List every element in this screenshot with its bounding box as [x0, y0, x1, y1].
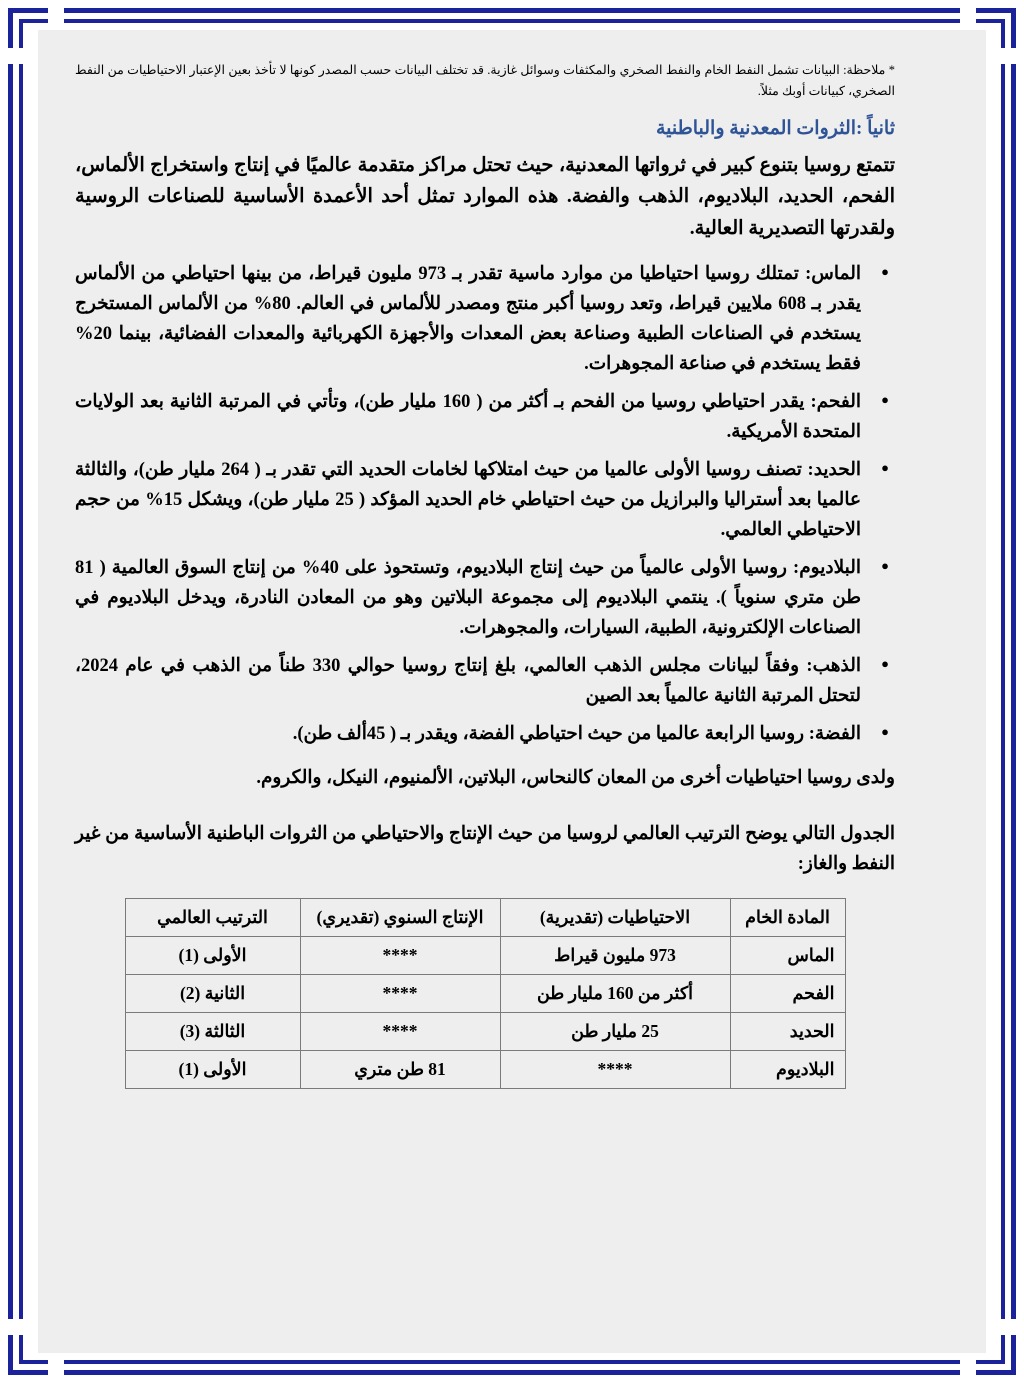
- cell-material: البلاديوم: [730, 1050, 845, 1088]
- corner-ornament-top-right-a: [960, 4, 976, 32]
- table-row: [125, 1012, 845, 1050]
- corner-ornament-top-left-b: [4, 48, 32, 64]
- table-header-row: [125, 898, 845, 936]
- cell-production: ****: [300, 974, 500, 1012]
- list-item: ● الفضة: روسيا الرابعة عالميا من حيث احتياطي الفضة، ويقدر بـ ( 45ألف طن).: [75, 720, 895, 750]
- corner-ornament-top-left-a: [48, 4, 64, 32]
- corner-ornament-bottom-right-b: [992, 1319, 1020, 1335]
- cell-rank: الأولى (1): [125, 1050, 300, 1088]
- table-row: [125, 974, 845, 1012]
- minerals-table: [125, 898, 846, 1089]
- cell-production: 81 طن متري: [300, 1050, 500, 1088]
- cell-rank: الثانية (2): [125, 974, 300, 1012]
- cell-production: ****: [300, 1012, 500, 1050]
- cell-production: ****: [300, 936, 500, 974]
- corner-ornament-bottom-right-a: [960, 1351, 976, 1379]
- cell-reserves: 973 مليون قيراط: [500, 936, 730, 974]
- table-lead-paragraph: الجدول التالي يوضح الترتيب العالمي لروسيا من حيث الإنتاج والاحتياطي من الثروات الباطنية الأساسية من غير النفط والغاز:: [75, 823, 895, 874]
- column-header-production: الإنتاج السنوي (تقديري): [300, 898, 500, 936]
- list-item: ● الفحم: يقدر احتياطي روسيا من الفحم بـ أكثر من ( 160 مليار طن)، وتأتي في المرتبة الثانية بعد الولايات المتحدة الأمريكية.: [75, 388, 895, 448]
- list-item: ● الماس: تمتلك روسيا احتياطيا من موارد ماسية تقدر بـ 973 مليون قيراط، من بينها احتياطي من الألماس يقدر بـ 608 ملايين قيراط، وتعد روسيا أكبر منتج ومصدر للألماس في العالم. 80% من الألماس المستخرج يستخدم في الصناعات الطبية وصناعة بعض المعدات والأجهزة الكهربائية والمعدات الفضائية، بينما 20% فقط يستخدم في صناعة المجوهرات.: [75, 260, 895, 380]
- cell-reserves: 25 مليار طن: [500, 1012, 730, 1050]
- cell-reserves: أكثر من 160 مليار طن: [500, 974, 730, 1012]
- intro-paragraph: تتمتع روسيا بتنوع كبير في ثرواتها المعدنية، حيث تحتل مراكز متقدمة عالميًا في إنتاج واستخراج الألماس، الفحم، الحديد، البلاديوم، الذهب والفضة. هذه الموارد تمثل أحد الأعمدة الأساسية للصناعات الروسية ولقدرتها التصديرية العالية.: [75, 154, 895, 239]
- list-item: ● البلاديوم: روسيا الأولى عالمياً من حيث إنتاج البلاديوم، وتستحوذ على 40% من إنتاج السوق العالمية ( 81 طن متري سنوياً ). ينتمي البلاديوم إلى مجموعة البلاتين وهو من المعادن النادرة، ويدخل البلاديوم في الصناعات الإلكترونية، الطبية، السيارات، والمجوهرات.: [75, 554, 895, 644]
- section-title: ثانياً :الثروات المعدنية والباطنية: [655, 117, 895, 139]
- cell-material: الفحم: [730, 974, 845, 1012]
- table-row: [125, 936, 845, 974]
- corner-ornament-top-right-b: [992, 48, 1020, 64]
- cell-material: الماس: [730, 936, 845, 974]
- cell-reserves: ****: [500, 1050, 730, 1088]
- corner-ornament-bottom-left-b: [4, 1319, 32, 1335]
- column-header-reserves: الاحتياطيات (تقديرية): [500, 898, 730, 936]
- cell-material: الحديد: [730, 1012, 845, 1050]
- cell-rank: الأولى (1): [125, 936, 300, 974]
- list-item: ● الحديد: تصنف روسيا الأولى عالميا من حيث امتلاكها لخامات الحديد التي تقدر بـ ( 264 مليار طن)، والثالثة عالميا بعد أستراليا والبرازيل من حيث احتياطي خام الحديد المؤكد ( 25 مليار طن)، ويشكل 15% من حجم الاحتياطي العالمي.: [75, 456, 895, 546]
- document-body: [75, 60, 895, 1089]
- column-header-rank: الترتيب العالمي: [125, 898, 300, 936]
- table-row: [125, 1050, 845, 1088]
- list-item: ● الذهب: وفقاً لبيانات مجلس الذهب العالمي، بلغ إنتاج روسيا حوالي 330 طناً من الذهب في عام 2024، لتحتل المرتبة الثانية عالمياً بعد الصين: [75, 652, 895, 712]
- footnote: * ملاحظة: البيانات تشمل النفط الخام والنفط الصخري والمكثفات وسوائل غازية. قد تختلف البيانات حسب المصدر كونها لا تأخذ بعين الإعتبار الاحتياطيات من النفط الصخري، كبيانات أوبك مثلاً.: [75, 63, 895, 99]
- closing-paragraph: ولدى روسيا احتياطيات أخرى من المعان كالنحاس، البلاتين، الألمنيوم، النيكل، والكروم.: [256, 767, 895, 788]
- resources-bullet-list: [75, 260, 895, 750]
- cell-rank: الثالثة (3): [125, 1012, 300, 1050]
- corner-ornament-bottom-left-a: [48, 1351, 64, 1379]
- column-header-material: المادة الخام: [730, 898, 845, 936]
